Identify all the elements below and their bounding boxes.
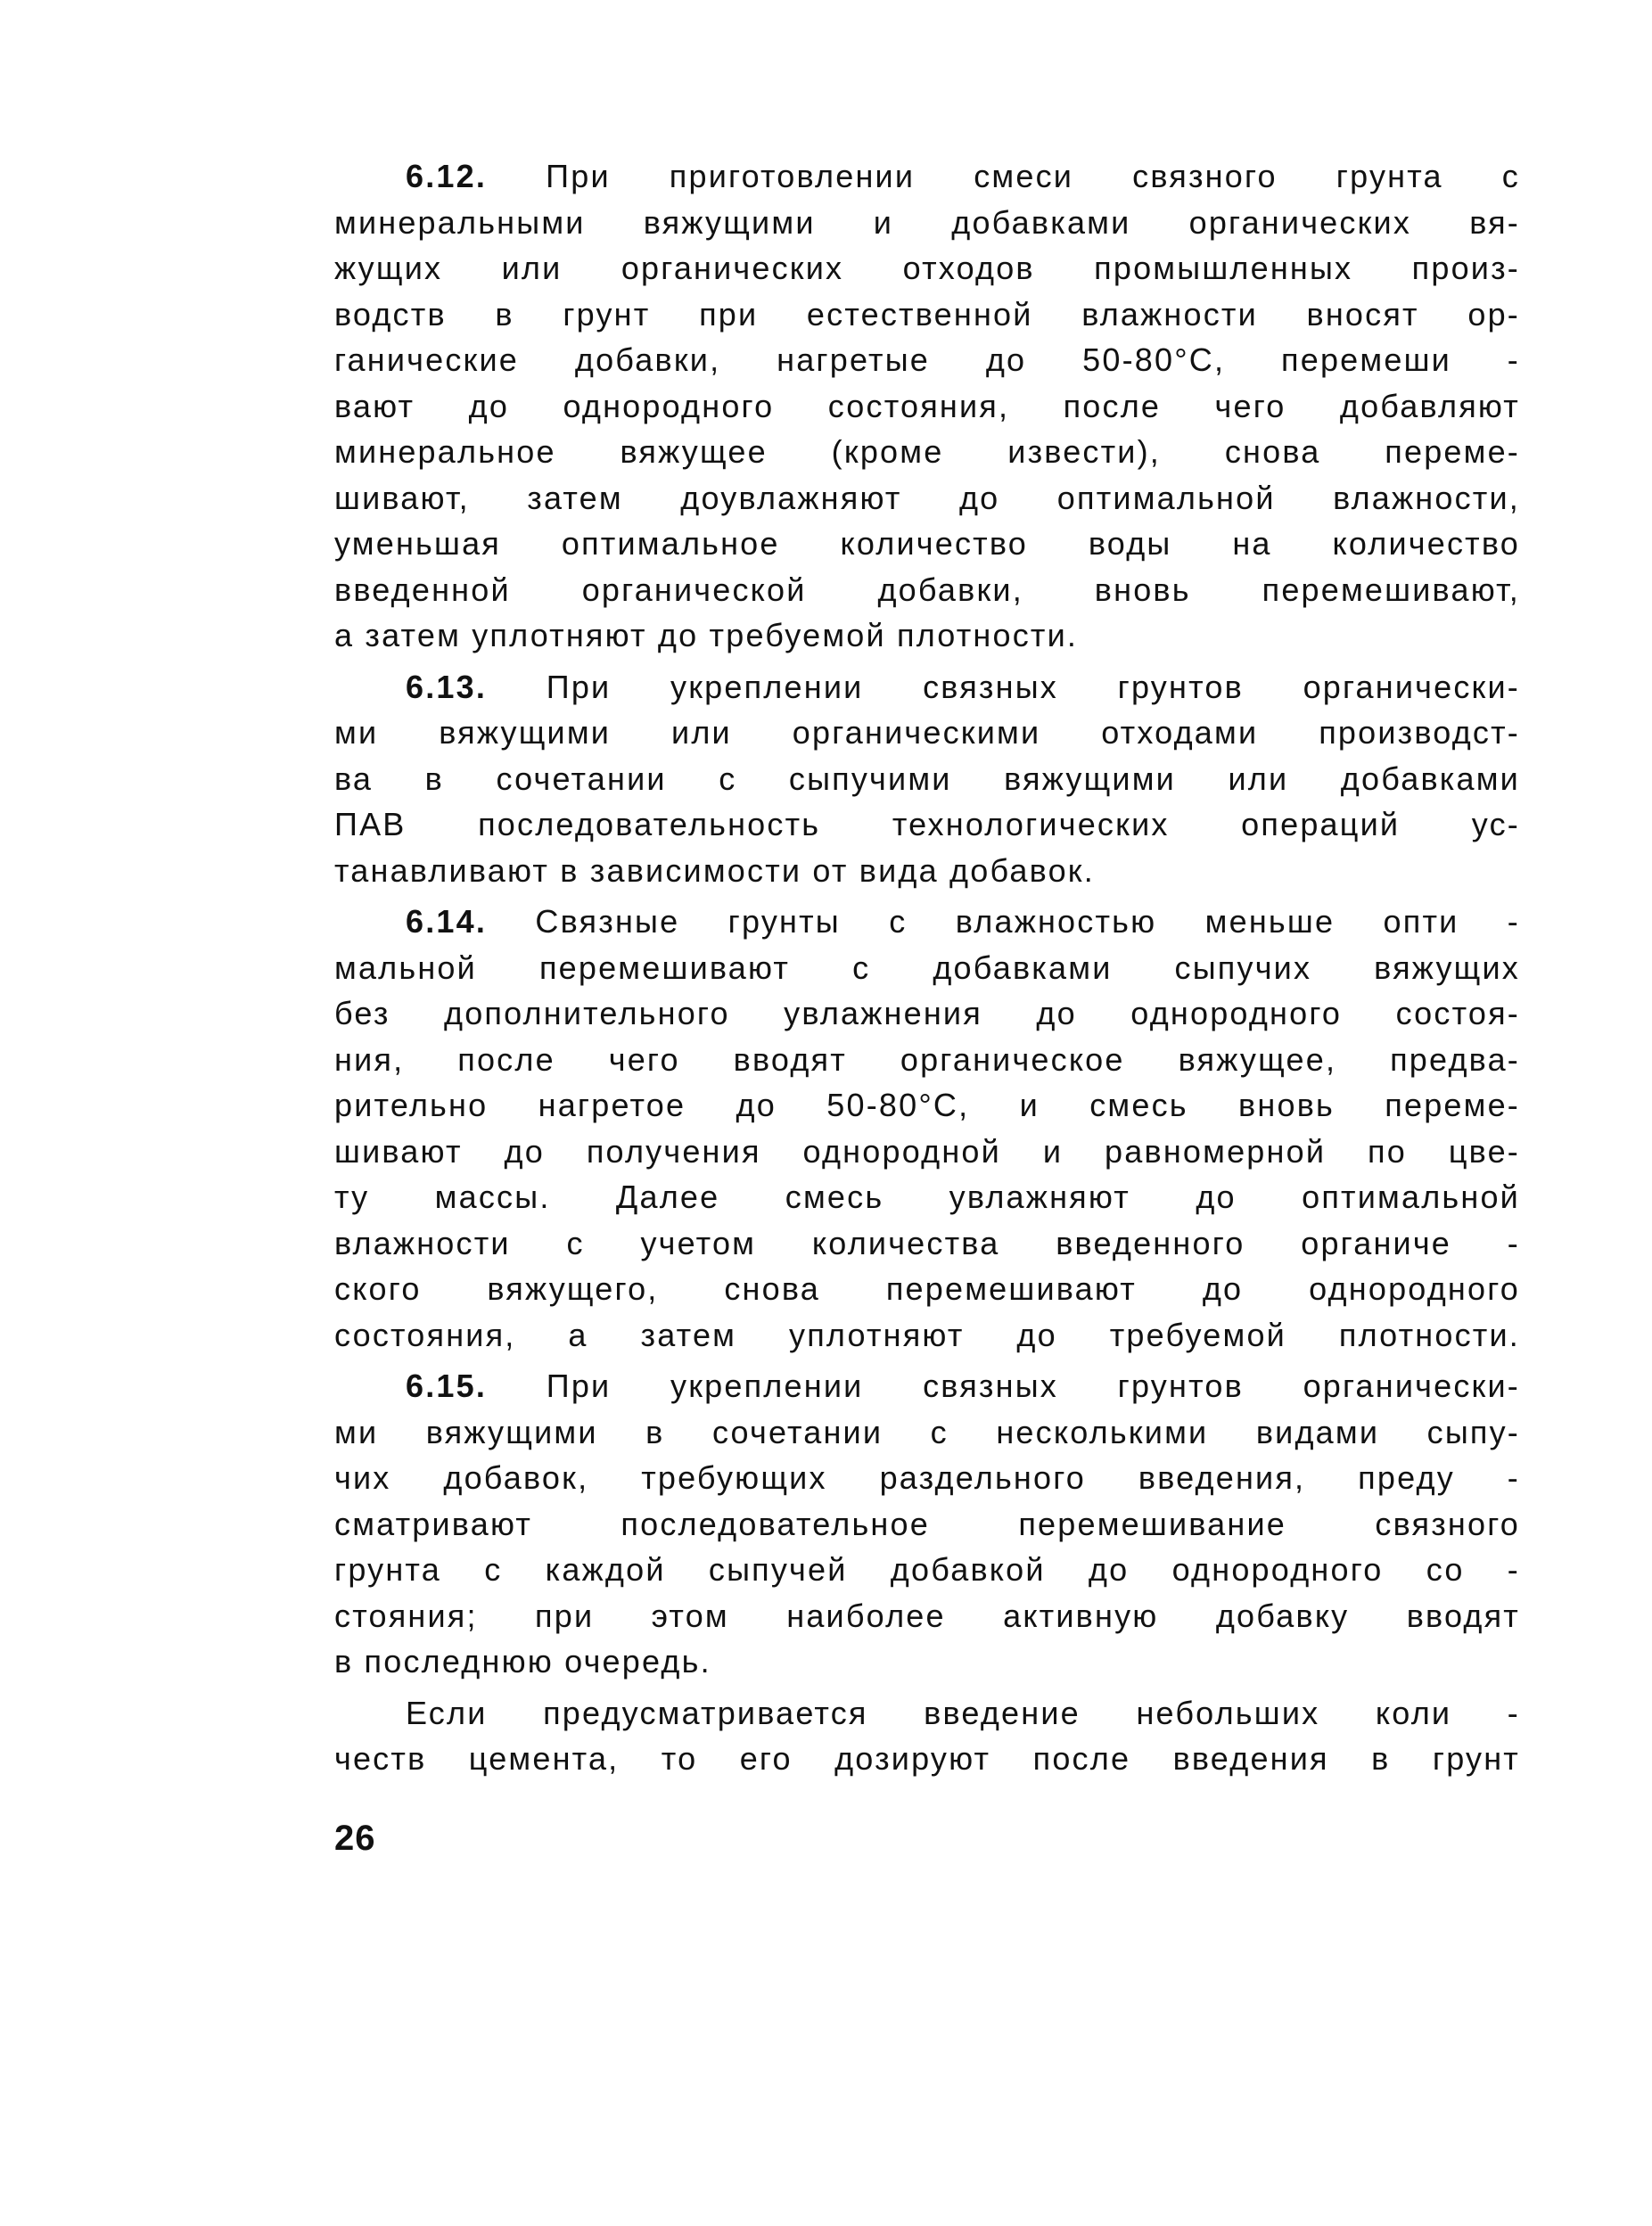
paragraph-6-15-line-4: сматривают последовательное перемешивание связного [334,1505,1520,1542]
paragraph-number: 6.12. [406,158,488,194]
paragraph-6-15-line-7: в последнюю очередь. [334,1643,711,1680]
paragraph-6-12-line-2: минеральными вяжущими и добавками органических вя- [334,203,1520,241]
paragraph-6-13-line-2: ми вяжущими или органическими отходами производст- [334,714,1520,751]
paragraph-cement-line-2: честв цемента, то его дозируют после введения в грунт [334,1740,1520,1777]
paragraph-6-14-line-2: мальной перемешивают с добавками сыпучих вяжущих [334,949,1520,986]
paragraph-6-12-line-9: уменьшая оптимальное количество воды на количество [334,525,1520,562]
paragraph-6-13-line-5: танавливают в зависимости от вида добавок. [334,851,1095,889]
paragraph-6-12-line-11: а затем уплотняют до требуемой плотности. [334,617,1079,653]
paragraph-6-12-line-6: вают до однородного состояния, после чего добавляют [334,387,1520,424]
paragraph-6-15-line-3: чих добавок, требующих раздельного введения, преду - [334,1459,1520,1496]
paragraph-6-14-line-9: ского вяжущего, снова перемешивают до однородного [334,1270,1520,1307]
paragraph-6-14-line-4: ния, после чего вводят органическое вяжущее, предва- [334,1040,1520,1078]
paragraph-cement-line-1: Если предусматривается введение небольших коли - [406,1694,1520,1731]
line-text: При укреплении связных грунтов органически- [487,668,1520,705]
paragraph-6-14-line-5: рительно нагретое до 50-80°С, и смесь вновь переме- [334,1087,1520,1123]
paragraph-6-12-line-7: минеральное вяжущее (кроме извести), снова переме- [334,433,1520,470]
paragraph-6-14-line-10: состояния, а затем уплотняют до требуемой плотности. [334,1316,1520,1353]
paragraph-6-13-line-4: ПАВ последовательность технологических операций ус- [334,806,1520,842]
paragraph-number: 6.13. [406,668,488,705]
paragraph-6-12-line-1 [334,153,1520,200]
paragraph-6-12-line-8: шивают, затем доувлажняют до оптимальной влажности, [334,479,1520,516]
paragraph-number: 6.15. [406,1368,488,1404]
line-text: При приготовлении смеси связного грунта с [487,158,1520,194]
paragraph-6-15-line-6: стояния; при этом наиболее активную добавку вводят [334,1597,1520,1634]
paragraph-6-12-line-3: жущих или органических отходов промышленных произ- [334,250,1520,286]
paragraph-6-14-line-3: без дополнительного увлажнения до однородного состоя- [334,995,1520,1031]
paragraph-6-14-line-7: ту массы. Далее смесь увлажняют до оптимальной [334,1179,1520,1215]
paragraph-6-14-line-1 [334,899,1520,945]
paragraph-6-15-line-5: грунта с каждой сыпучей добавкой до однородного со - [334,1551,1520,1588]
paragraph-6-13-line-1 [334,664,1520,711]
paragraph-6-14-line-8: влажности с учетом количества введенного органиче - [334,1224,1520,1261]
paragraph-6-12-line-10: введенной органической добавки, вновь перемешивают, [334,571,1520,608]
paragraph-number: 6.14. [406,903,488,940]
paragraph-6-12-line-5: ганические добавки, нагретые до 50-80°С, перемеши - [334,341,1520,378]
line-text: При укреплении связных грунтов органически- [487,1368,1520,1404]
line-text: Связные грунты с влажностью меньше опти - [487,903,1520,940]
paragraph-6-15-line-1 [334,1363,1520,1409]
page-number: 26 [334,1819,376,1858]
paragraph-6-14-line-6: шивают до получения однородной и равномерной по цве- [334,1132,1520,1170]
paragraph-6-13-line-3: ва в сочетании с сыпучими вяжущими или добавками [334,760,1520,797]
paragraph-6-15-line-2: ми вяжущими в сочетании с несколькими видами сыпу- [334,1413,1520,1450]
paragraph-6-12-line-4: водств в грунт при естественной влажности вносят ор- [334,295,1520,333]
body-text [334,153,1520,1782]
